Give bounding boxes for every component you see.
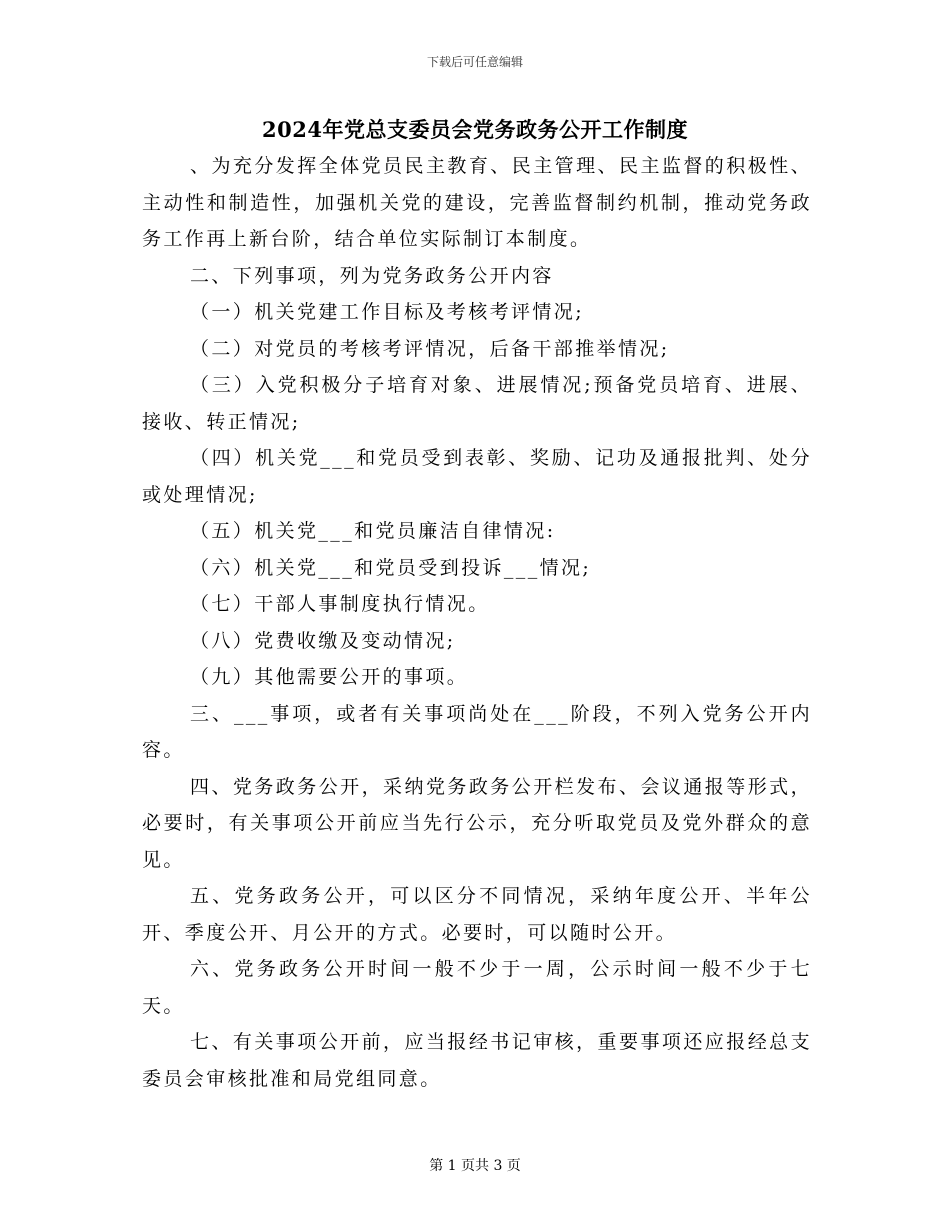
paragraph-section-6: 六、党务政务公开时间一般不少于一周，公示时间一般不少于七天。 (142, 958, 812, 1017)
paragraph-section-4: 四、党务政务公开，采纳党务政务公开栏发布、会议通报等形式，必要时，有关事项公开前应当先行公示，充分听取党员及党外群众的意见。 (142, 775, 812, 871)
document-body (142, 148, 812, 1097)
page-number-footer: 第 1 页共 3 页 (429, 1158, 521, 1174)
list-item-6: （六）机关党___和党员受到投诉___情况; (190, 556, 592, 579)
paragraph-section-7: 七、有关事项公开前，应当报经书记审核，重要事项还应报经总支委员会审核批准和局党组同意。 (142, 1031, 812, 1090)
list-item-4: （四）机关党___和党员受到表彰、奖励、记功及通报批判、处分或处理情况; (142, 447, 812, 506)
paragraph-section-2: 二、下列事项，列为党务政务公开内容 (190, 264, 554, 287)
list-item-1: （一）机关党建工作目标及考核考评情况; (190, 301, 585, 323)
list-item-9: （九）其他需要公开的事项。 (190, 666, 469, 688)
header-note: 下载后可任意编辑 (426, 55, 523, 69)
list-item-8: （八）党费收缴及变动情况; (190, 629, 456, 652)
list-item-5: （五）机关党___和党员廉洁自律情况: (190, 520, 556, 542)
list-item-7: （七）干部人事制度执行情况。 (190, 593, 490, 615)
list-item-2: （二）对党员的考核考评情况，后备干部推举情况; (190, 337, 670, 360)
paragraph-section-3: 三、___事项，或者有关事项尚处在___阶段，不列入党务公开内容。 (142, 702, 812, 761)
paragraph-section-5: 五、党务政务公开，可以区分不同情况，采纳年度公开、半年公开、季度公开、月公开的方式。必要时，可以随时公开。 (142, 885, 812, 944)
document-title: 2024年党总支委员会党务政务公开工作制度 (262, 117, 688, 142)
list-item-3: （三）入党积极分子培育对象、进展情况;预备党员培育、进展、接收、转正情况; (142, 374, 812, 433)
paragraph-intro: 、为充分发挥全体党员民主教育、民主管理、民主监督的积极性、主动性和制造性，加强机关党的建设，完善监督制约机制，推动党务政务工作再上新台阶，结合单位实际制订本制度。 (142, 155, 812, 250)
